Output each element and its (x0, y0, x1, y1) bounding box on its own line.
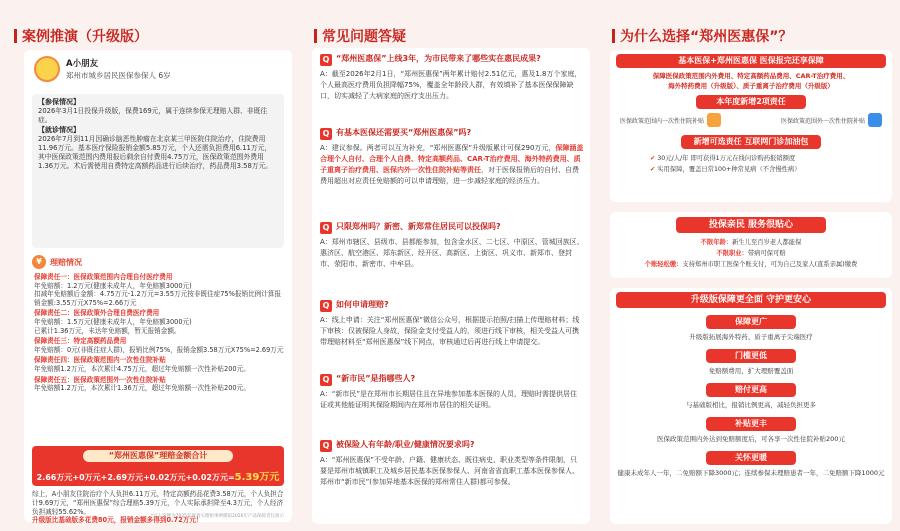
faq-answer (320, 389, 584, 411)
question-icon: Q (320, 222, 332, 234)
case-column (0, 0, 300, 531)
claim-item (34, 376, 284, 393)
block2-line-2-key: 不限职业： (716, 250, 748, 257)
block2-line-1-text: 新生儿至百岁老人都能保 (732, 239, 802, 246)
claims-tag (32, 255, 82, 269)
block3-items (610, 315, 892, 478)
claim-line: 扣减年免赔额后金额：4.75万元-1.2万元=3.55万元按非既往症75%报销比例计算报销金额:3.55万元X75%=2.66万元 (34, 290, 282, 307)
faq-answer (320, 315, 584, 348)
faq-item (320, 128, 584, 187)
case-header-text: 案例推演（升级版） (22, 29, 148, 45)
check-icon: ✔ (650, 155, 656, 162)
block1 (610, 50, 892, 202)
block3-item-pill: 赔付更高 (706, 383, 796, 397)
block2-line-3-text: 支持郑州市职工医保个账支付，可为自己及家人(直系亲属)缴费 (682, 261, 858, 268)
block2-line-1-key: 不限年龄： (700, 239, 733, 246)
question-icon: Q (320, 440, 332, 452)
claim-line: 年免赔额：1.5万元(健康未成年人，年免赔额3000元) (34, 317, 192, 326)
block1-pill: 本年度新增2项责任 (696, 95, 806, 109)
faq-answer (320, 237, 584, 270)
total-value: 5.39万元 (234, 472, 280, 483)
total-title: “郑州医惠保”理赔金额合计 (83, 450, 233, 462)
case-card (24, 50, 292, 525)
claim-line: 年免赔额：0元(非既往症人群)，报销比例75%，报销金额3.58万元X75%=2.69万元 (34, 345, 284, 354)
why-header-text: 为什么选择“郑州医惠保”？ (620, 29, 793, 45)
check-icon: ✔ (650, 166, 656, 173)
block1-item-1-text: 医保政策范围内一次性住院补贴 (620, 117, 705, 125)
block2-title: 投保亲民 服务很贴心 (676, 217, 826, 233)
question-icon: Q (320, 128, 332, 140)
header-bar (612, 29, 615, 43)
claim-title: 保障责任四：医保政策范围内一次性住院补贴 (34, 356, 166, 365)
profile-desc: 郑州市城乡居民医保参保人 6岁 (66, 71, 171, 80)
block1-pill2: 新增可选责任 互联网门诊加油包 (681, 135, 821, 149)
block3-item-pill: 保障更广 (706, 315, 796, 329)
header-bar (314, 29, 317, 43)
avatar (34, 56, 60, 82)
faq-answer (320, 69, 584, 102)
claim-line: 已累计1.36万元，未达年免赔额，暂无报销金额。 (34, 326, 181, 335)
case-header (14, 26, 148, 46)
insured-title: 【参保情况】 (38, 98, 80, 106)
info-box (32, 94, 284, 248)
faq-column (300, 0, 598, 531)
block3-item (610, 383, 892, 410)
claims-list (34, 273, 284, 395)
block3-title: 升级版保障更全面 守护更安心 (616, 292, 886, 308)
faq-question (320, 440, 584, 452)
block3-item (610, 349, 892, 376)
footnote: *以上案例为2025年度真实理赔事例模拟2026年产品保障责任演示 (150, 514, 284, 519)
faq-question (320, 54, 584, 66)
summary (32, 490, 284, 525)
faq-answer-highlight: 保障涵盖合理个人自付、合理个人自费、特定高额药品、CAR-T治疗费用、海外特药费用、质子重离子治疗费用、医保内外一次性住院补贴等责任 (320, 144, 584, 174)
block2-line-2 (610, 248, 892, 259)
block3-item-text: 与基础版相比，报销比例更高，减轻负担更多 (686, 401, 816, 409)
faq-header-text: 常见问题答疑 (322, 29, 406, 45)
question-icon: Q (320, 300, 332, 312)
claim-title: 保障责任三：特定高额药品费用 (34, 337, 127, 346)
medical-text: 2026年7月到11月因确诊脑恶性肿瘤在北京某三甲医院住院治疗，住院费用11.96万元。基本医疗保险报销金额5.85万元，个人还需负担费用6.11万元，其中医保政策范围内费用报后剩余自付费用4.75万元，医保政策范围外费用1.36万元。术后需使用自费特定高额药品进行后续治疗，药品费用3.58万元。 (38, 134, 273, 171)
block3-item-pill: 补贴更丰 (706, 417, 796, 431)
faq-question (320, 374, 584, 386)
block3-item (610, 417, 892, 444)
faq-question (320, 222, 584, 234)
faq-question (320, 128, 584, 140)
block2-line-3-key: 个账轻松缴： (644, 261, 683, 268)
medical-title: 【就诊情况】 (38, 125, 80, 134)
block1-line-1: 保障医保政策范围内外费用、特定高额药品费用、CAR-T治疗费用、 (652, 72, 850, 80)
insured-text: 2026年3月1日投保升级版，保费169元，属于连续参保无理赔人群、非既往症。 (38, 107, 268, 125)
block2-line-3 (610, 259, 892, 270)
faq-item (320, 440, 584, 488)
claim-line: 年免赔额1.2万元，本次累计1.36万元，超过年免赔额一次性补贴200元。 (34, 384, 250, 393)
faq-answer-text: A：截至2026年2月1日，“郑州医惠保”两年累计赔付2.51亿元，惠及1.8万个家庭，个人最高医疗费用负担降幅75%，覆盖全年龄段人群，有效填补了基本医保保障缺口，切实减轻了大病家庭的医疗支出压力。 (320, 70, 582, 100)
why-column (598, 0, 900, 531)
faq-answer-text: A：“郑州医惠保”不受年龄、户籍、健康状态、既往病史、职业类型等条件限制，只要是郑州市城镇职工及城乡居民基本医保参保人、河南省省直职工基本医保参保人、郑州市“新市民”(参加异地基本医保的郑州常住人群)都可参保。 (320, 456, 579, 486)
header-bar (14, 29, 17, 43)
faq-card (312, 48, 590, 524)
block1-point-1 (650, 153, 892, 164)
faq-question-text: “新市民”是指哪些人? (336, 374, 416, 383)
faq-answer-text: A：郑州市辖区、县级市、县都能参加，包含金水区、二七区、中原区、管城回族区、惠济区、航空港区、郑东新区、经开区、高新区、上街区、巩义市、新郑市、登封市、荥阳市、新密市、中牟县。 (320, 238, 584, 268)
total-line (32, 468, 284, 483)
block1-item-2 (781, 113, 882, 127)
summary-highlight: 升级版比基础版多花费80元，报销金额多得到0.72万元！ (32, 516, 203, 525)
profile (34, 56, 282, 86)
block2-lines (610, 237, 892, 270)
block2-line-2-text: 带病可保可赔 (747, 250, 786, 257)
block1-item-1 (620, 113, 721, 127)
block3-item (610, 315, 892, 342)
block3-item-text: 升级版拓展海外特药、质子重离子尖端医疗 (689, 333, 813, 341)
block1-point-2-text: 实用保障，覆盖日常100+种常见病（不含慢性病） (657, 166, 801, 173)
total-box (32, 446, 284, 486)
profile-name: A小朋友 (66, 59, 99, 69)
block3-item-text: 医保政策范围内外达到免赔额度后，可各享一次性住院补贴200元 (657, 435, 845, 443)
question-icon: Q (320, 374, 332, 386)
block3-item (610, 451, 892, 478)
block1-point-1-text: 30元/人/年 即可获得1万元在线问诊购药报销额度 (657, 155, 796, 162)
faq-item (320, 222, 584, 270)
faq-answer-rest: ，对于医保报销后的自付、自费费用超出对应责任免赔额的可以申请理赔，进一步减轻家庭的经济压力。 (320, 166, 579, 185)
claims-label: 理赔情况 (50, 257, 82, 267)
faq-answer (320, 455, 584, 488)
claim-line: 年免赔额1.2万元，本次累计4.75万元，超过年免赔额一次性补贴200元。 (34, 364, 250, 373)
faq-answer-text: A：线上申请：关注“郑州医惠保”微信公众号，根据提示拍照/扫描上传理赔材料；线下审核：仅被保险人身故，保险金支付受益人的，须进行线下审核，相关受益人可携带理赔材料至“郑州医惠保”线下网点，审核通过后再进行线上申请提交。 (320, 316, 580, 346)
faq-header (314, 26, 406, 46)
claim-item (34, 356, 284, 373)
block2-line-1 (610, 237, 892, 248)
question-icon: Q (320, 54, 332, 66)
total-formula: 2.66万元+0万元+2.69万元+0.02万元+0.02万元= (36, 473, 235, 482)
block3-item-pill: 关怀更暖 (706, 451, 796, 465)
block1-points (610, 149, 892, 175)
why-header (612, 26, 792, 46)
faq-item (320, 374, 584, 411)
block1-point-2 (650, 164, 892, 175)
faq-answer (320, 143, 584, 187)
block3-item-text: 健康未成年人一年，二免赔额下降3000元；连续参保未理赔患者一年，二免赔额下降1000元 (617, 469, 885, 477)
block3-item-pill: 门槛更低 (706, 349, 796, 363)
block2 (610, 212, 892, 278)
faq-question-text: 只限郑州吗？新密、新郑常住居民可以投保吗? (336, 222, 501, 231)
block1-item-2-text: 医保政策范围外一次性住院补贴 (780, 117, 865, 125)
faq-answer-text: A：“新市民”是在郑州市长期居住且在异地参加基本医保的人员，理赔时需提供居住证或其他能证明其保险期间内在郑州市居住的相关证明。 (320, 390, 578, 409)
claim-item (34, 337, 284, 354)
claim-title: 保障责任一：医保政策范围内合理自付医疗费用 (34, 273, 173, 281)
faq-answer-text: A：建议参保。两者可以互为补充，“郑州医惠保”升级版累计可保290万元， (320, 144, 556, 152)
claims-icon: ¥ (32, 255, 46, 269)
claim-line: 年免赔额：1.2万元(健康未成年人，年免赔额3000元) (34, 281, 192, 290)
faq-item (320, 300, 584, 348)
faq-question-text: “郑州医惠保”上线3年，为市民带来了哪些实在惠民成果? (336, 54, 541, 63)
faq-question (320, 300, 584, 312)
block1-title: 基本医保+郑州医惠保 医保报完还享保障 (616, 54, 886, 68)
summary-text: 综上，A小朋友住院治疗个人负担6.11万元，特定高额药品花费3.58万元，个人负担合计9.69万元，“郑州医惠保”综合理赔5.39万元，个人实际承担降至4.3万元，个人经济负担减轻55.62%。 (32, 490, 284, 516)
claim-title: 保障责任五：医保政策范围外一次性住院补贴 (34, 375, 166, 384)
faq-question-text: 有基本医保还需要买“郑州医惠保”吗? (336, 128, 472, 137)
claim-title: 保障责任二：医保政策外合理自费医疗费用 (34, 309, 160, 318)
hospital-bed-icon (868, 113, 882, 127)
claim-item (34, 273, 284, 307)
block1-line-2: 海外特药费用（升级版）、质子重离子治疗费用（升级版） (668, 82, 834, 90)
faq-item (320, 54, 584, 102)
block3 (610, 288, 892, 524)
block3-item-text: 免赔额费用，扩大理赔覆盖面 (708, 367, 794, 375)
hospital-icon (707, 113, 721, 127)
claim-item (34, 309, 284, 335)
faq-question-text: 被保险人有年龄/职业/健康情况要求吗? (336, 440, 475, 449)
block1-items (610, 109, 892, 127)
faq-question-text: 如何申请理赔? (336, 300, 389, 309)
